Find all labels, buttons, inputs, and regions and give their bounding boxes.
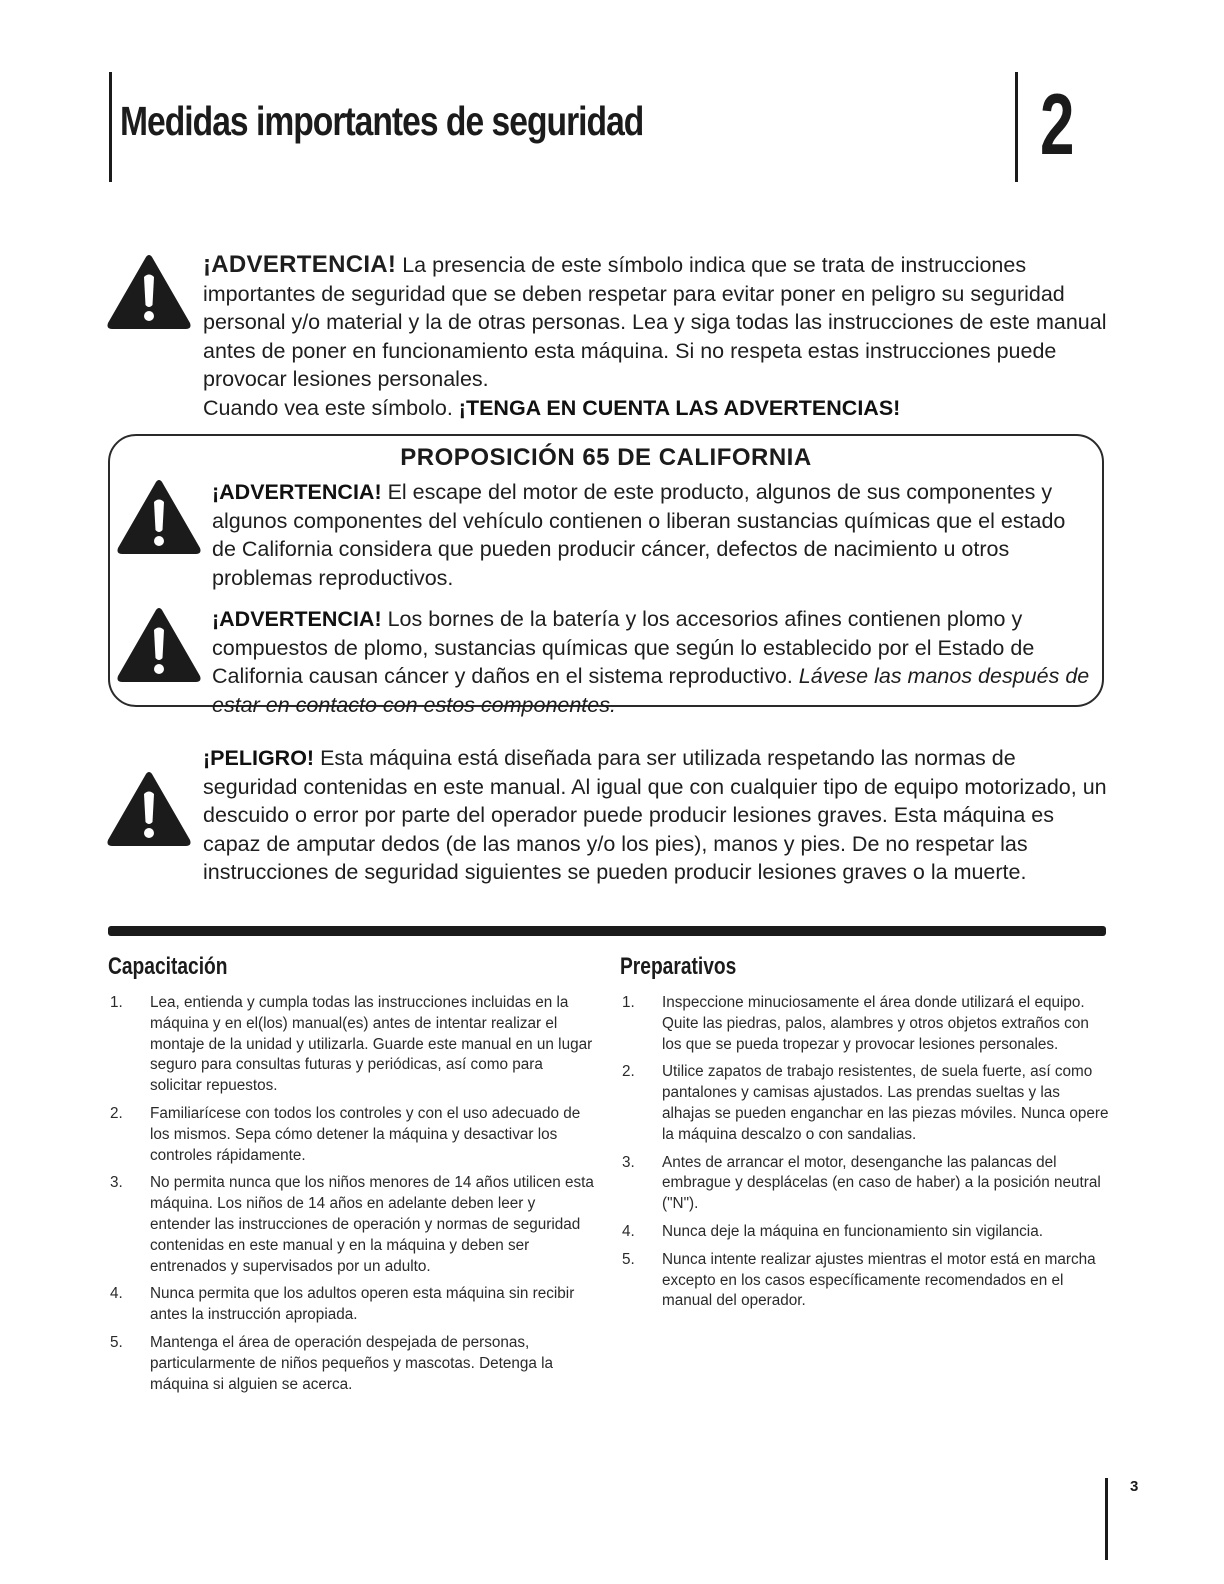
list-item-text: No permita nunca que los niños menores de 14 años utilicen esta máquina. Los niños de 14 años en adelante deben leer y entender las instrucciones de operación y normas de seguridad contenidas en este manual y en la máquina y deben ser entrenados y supervisados por un adulto. — [150, 1174, 594, 1275]
list-item-text: Antes de arrancar el motor, desenganche las palancas del embrague y desplácelas (en caso de haber) a la posición neutral ("N"). — [662, 1153, 1101, 1213]
list-item-text: Nunca permita que los adultos operen esta máquina sin recibir antes la instrucción apropiada. — [150, 1285, 575, 1324]
capacitacion-heading: Capacitación — [108, 953, 228, 980]
list-item-number: 1. — [110, 994, 123, 1011]
list-item-text: Nunca deje la máquina en funcionamiento sin vigilancia. — [662, 1222, 1043, 1240]
danger-text: Esta máquina está diseñada para ser utilizada respetando las normas de seguridad contenidas en este manual. Al igual que con cualquier tipo de equipo motorizado, un descuido o error por parte del operador puede producir lesiones graves. Esta máquina es capaz de amputar dedos (de las manos y/o los pies), manos y pies. De no respetar las instrucciones de seguridad siguientes se pueden producir lesiones graves o la muerte. — [203, 746, 1107, 884]
list-item-number: 2. — [622, 1063, 635, 1081]
list-item-number: 5. — [110, 1333, 123, 1351]
danger-warning — [203, 744, 1108, 887]
list-item-text: Mantenga el área de operación despejada de personas, particularmente de niños pequeños y mascotas. Detenga la máquina si alguien se acerca. — [150, 1333, 554, 1393]
capacitacion-list — [108, 993, 598, 1402]
list-item-number: 3. — [110, 1174, 123, 1192]
title-rule-right — [1015, 72, 1018, 182]
prop65-warning-2-label: ¡ADVERTENCIA! — [212, 607, 382, 631]
list-item-text: Nunca intente realizar ajustes mientras el motor está en marcha excepto en los casos específicamente recomendados en el manual del operador. — [662, 1250, 1096, 1310]
section-divider — [108, 926, 1106, 936]
intro-warning-emphasis: ¡TENGA EN CUENTA LAS ADVERTENCIAS! — [458, 395, 901, 420]
preparativos-heading: Preparativos — [620, 953, 737, 980]
warning-triangle-icon — [106, 253, 192, 331]
list-item-number: 1. — [622, 994, 635, 1011]
list-item — [620, 1062, 1110, 1145]
list-item — [620, 1222, 1110, 1243]
preparativos-list — [620, 993, 1110, 1319]
list-item — [108, 993, 598, 1097]
list-item-text: Utilice zapatos de trabajo resistentes, de suela fuerte, así como pantalones y camisas ajustados. Las prendas sueltas y las alhajas se pueden enganchar en las piezas móviles. Nunca opere la máquina descalzo o con sandalias. — [662, 1063, 1109, 1143]
list-item-number: 2. — [110, 1104, 123, 1122]
title-rule-left — [109, 72, 112, 182]
prop65-warning-2 — [212, 605, 1092, 719]
list-item-text: Familiarícese con todos los controles y con el uso adecuado de los mismos. Sepa cómo detener la máquina y desactivar los controles rápidamente. — [150, 1104, 581, 1164]
warning-triangle-icon — [106, 770, 192, 848]
list-item-text: Inspeccione minuciosamente el área donde utilizará el equipo. Quite las piedras, palos, alambres y otros objetos extraños con los que se pueda tropezar y provocar lesiones personales. — [662, 994, 1089, 1053]
intro-warning-label: ¡ADVERTENCIA! — [203, 251, 397, 278]
prop65-warning-1-text: El escape del motor de este producto, algunos de sus componentes y algunos componentes del vehículo contienen o liberan sustancias químicas que el estado de California considera que pueden producir cáncer, defectos de nacimiento u otros problemas reproductivos. — [212, 480, 1066, 590]
prop65-warning-1-label: ¡ADVERTENCIA! — [212, 480, 382, 504]
list-item — [108, 1284, 598, 1326]
list-item-number: 4. — [110, 1285, 123, 1303]
list-item-text: Lea, entienda y cumpla todas las instrucciones incluidas en la máquina y en el(los) manual(es) antes de intentar realizar el montaje de la unidad y utilizarla. Guarde este manual en un lugar seguro para consultas futuras y periódicas, así como para solicitar repuestos. — [150, 994, 593, 1095]
footer-rule — [1105, 1478, 1108, 1560]
list-item — [108, 1333, 598, 1395]
chapter-number: 2 — [1040, 77, 1075, 173]
prop65-warning-1 — [212, 478, 1092, 592]
list-item — [108, 1104, 598, 1166]
danger-label: ¡PELIGRO! — [203, 746, 315, 770]
warning-triangle-icon — [116, 606, 202, 684]
list-item — [620, 993, 1110, 1055]
intro-warning-text: La presencia de este símbolo indica que se trata de instrucciones importantes de seguridad que se deben respetar para evitar poner en peligro su seguridad personal y/o material y la de otras personas. Lea y siga todas las instrucciones de este manual antes de poner en funcionamiento esta máquina. Si no respeta estas instrucciones puede provocar lesiones personales. — [203, 253, 1107, 391]
page-number: 3 — [1130, 1478, 1139, 1495]
prop65-warning-2-italic: Lávese las manos después de estar en contacto con estos componentes. — [212, 664, 1090, 717]
warning-triangle-icon — [116, 478, 202, 556]
page-title: Medidas importantes de seguridad — [120, 98, 644, 144]
list-item — [108, 1173, 598, 1277]
list-item — [620, 1153, 1110, 1215]
list-item-number: 3. — [622, 1153, 635, 1171]
list-item-number: 5. — [622, 1250, 635, 1268]
intro-warning — [203, 251, 1108, 422]
list-item-number: 4. — [622, 1222, 635, 1240]
prop65-warning-2-text: Los bornes de la batería y los accesorios afines contienen plomo y compuestos de plomo, sustancias químicas que según lo establecido por el Estado de California causan cáncer y daños en el sistema reproductivo. — [212, 607, 1035, 688]
intro-warning-line2: Cuando vea este símbolo. — [203, 395, 453, 420]
prop65-title: PROPOSICIÓN 65 DE CALIFORNIA — [400, 444, 812, 471]
list-item — [620, 1250, 1110, 1312]
